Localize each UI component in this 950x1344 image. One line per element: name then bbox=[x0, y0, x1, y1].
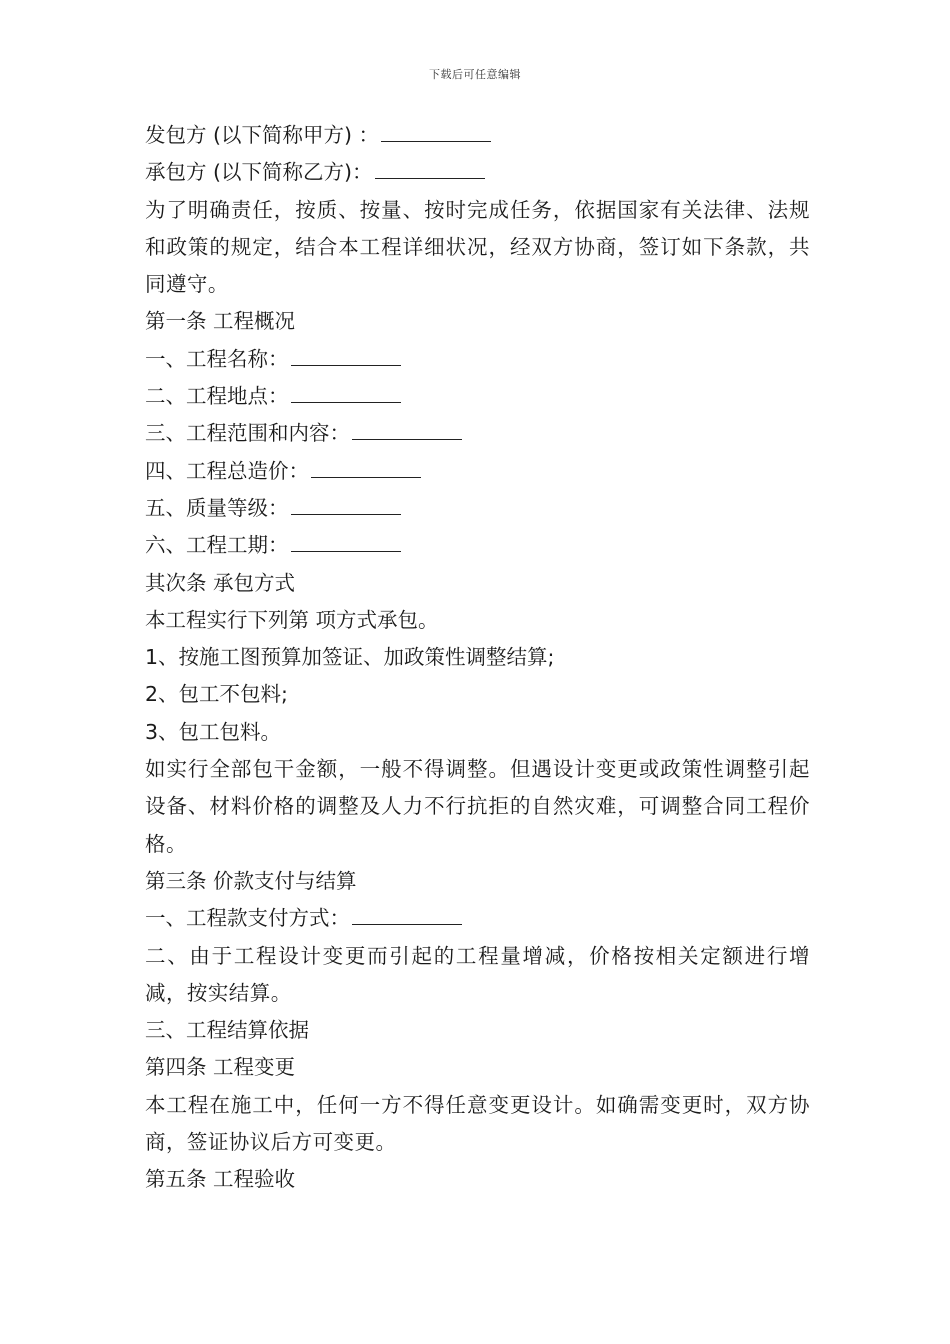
contract-body bbox=[145, 117, 810, 1199]
article-2-heading: 其次条 承包方式 bbox=[145, 570, 296, 595]
project-name-label: 一、工程名称： bbox=[145, 346, 289, 371]
party-b-label: 承包方 (以下简称乙方)： bbox=[145, 160, 373, 185]
project-cost-label: 四、工程总造价： bbox=[145, 458, 309, 483]
preamble-paragraph: 为了明确责任，按质、按量、按时完成任务，依据国家有关法律、法规和政策的规定，结合本工程详细状况，经双方协商，签订如下条款，共同遵守。 bbox=[145, 197, 810, 297]
quality-grade-field bbox=[145, 490, 810, 527]
article-4-heading: 第四条 工程变更 bbox=[145, 1055, 296, 1080]
article-1-heading: 第一条 工程概况 bbox=[145, 309, 296, 334]
party-a-blank bbox=[381, 123, 491, 142]
change-rule-paragraph: 本工程在施工中，任何一方不得任意变更设计。如确需变更时，双方协商，签证协议后方可变更。 bbox=[145, 1092, 810, 1155]
method-option-3: 3、包工包料。 bbox=[145, 719, 282, 744]
party-b-blank bbox=[375, 160, 485, 179]
quality-grade-blank bbox=[291, 496, 401, 515]
party-b-field bbox=[145, 154, 810, 191]
article-5-heading: 第五条 工程验收 bbox=[145, 1167, 296, 1192]
project-cost-field bbox=[145, 453, 810, 490]
project-location-blank bbox=[291, 384, 401, 403]
contract-method-intro: 本工程实行下列第 项方式承包。 bbox=[145, 607, 439, 632]
project-scope-field bbox=[145, 415, 810, 452]
design-change-paragraph: 二、由于工程设计变更而引起的工程量增减，价格按相关定额进行增减，按实结算。 bbox=[145, 943, 810, 1005]
project-duration-field bbox=[145, 527, 810, 564]
party-a-label: 发包方 (以下简称甲方) ： bbox=[145, 123, 380, 147]
payment-method-blank bbox=[352, 906, 462, 925]
party-a-field bbox=[145, 117, 810, 154]
project-cost-blank bbox=[311, 459, 421, 478]
page-header-note: 下载后可任意编辑 bbox=[429, 68, 521, 81]
project-scope-label: 三、工程范围和内容： bbox=[145, 421, 350, 446]
payment-method-label: 一、工程款支付方式： bbox=[145, 906, 350, 931]
method-option-1: 1、按施工图预算加签证、加政策性调整结算; bbox=[145, 645, 555, 670]
project-scope-blank bbox=[352, 421, 462, 440]
quality-grade-label: 五、质量等级： bbox=[145, 495, 289, 520]
project-location-label: 二、工程地点： bbox=[145, 384, 289, 409]
project-name-field bbox=[145, 341, 810, 378]
method-option-2: 2、包工不包料; bbox=[145, 682, 288, 707]
project-duration-blank bbox=[291, 533, 401, 552]
lump-sum-paragraph: 如实行全部包干金额，一般不得调整。但遇设计变更或政策性调整引起设备、材料价格的调整及人力不行抗拒的自然灾难，可调整合同工程价格。 bbox=[145, 757, 810, 856]
settlement-basis-line: 三、工程结算依据 bbox=[145, 1018, 309, 1043]
project-name-blank bbox=[291, 347, 401, 366]
project-location-field bbox=[145, 378, 810, 415]
project-duration-label: 六、工程工期： bbox=[145, 533, 289, 558]
payment-method-field bbox=[145, 900, 810, 937]
article-3-heading: 第三条 价款支付与结算 bbox=[145, 868, 357, 893]
